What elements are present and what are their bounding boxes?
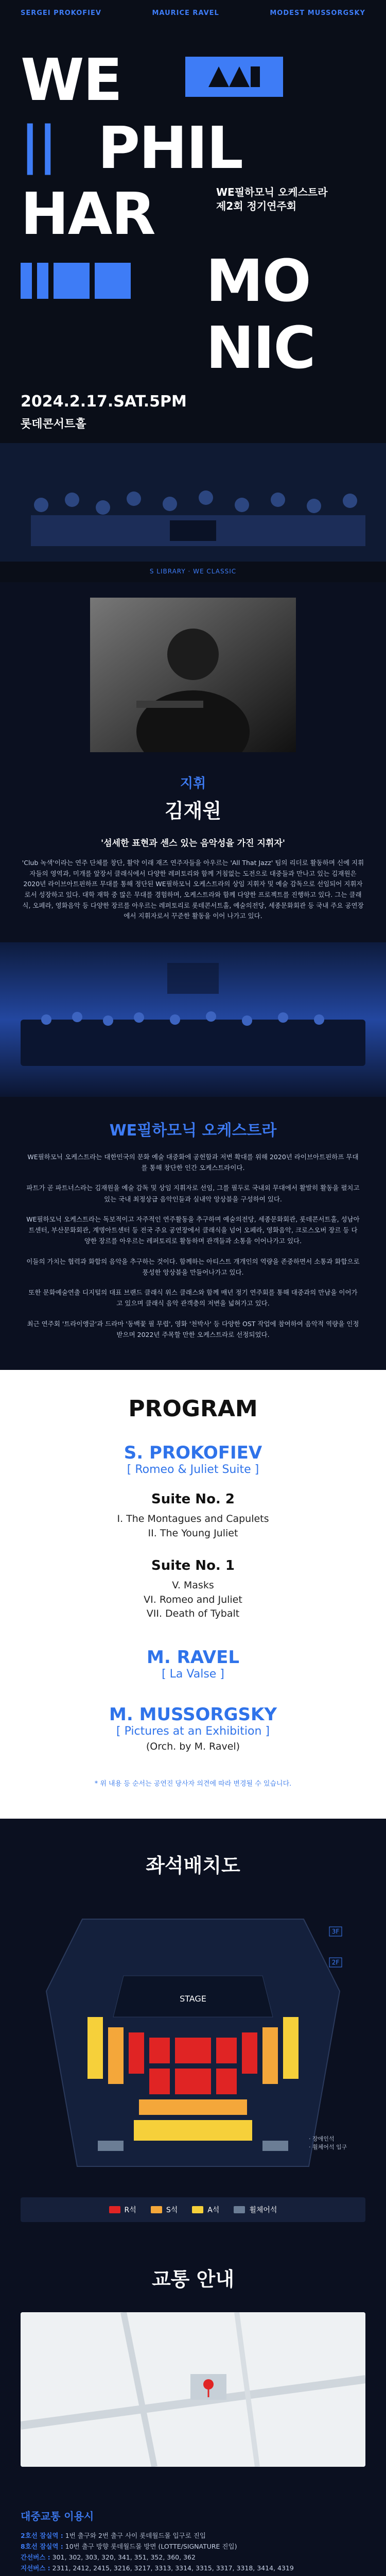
conductor-section: [0, 582, 386, 942]
composer-prokofiev: SERGEI PROKOFIEV: [21, 9, 101, 17]
svg-text:· 장애인석: · 장애인석: [309, 2135, 335, 2142]
orchestra-paragraph-5: 또한 문화예술연출 디지털의 대표 브랜드 클래식 위스 클래스와 함께 매년 정기 연주회를 통해 대중과의 만남을 이어가고 있으며 클래식 음악 관객층의 저변을 넓혀가고 있다.: [28, 1289, 358, 1308]
orchestra-silhouette-icon: [0, 443, 386, 562]
orchestra-paragraph-6: 최근 연주회 '트라이앵글'과 드라마 '동백꽃 필 무렵', 영화 '천박사' 등 다양한 OST 작업에 참여하여 음악적 역량을 인정받으며 2022년 주목할 만한 오케스트라로 선정되었다.: [27, 1319, 359, 1338]
orchestra-paragraph-2: 파트가 곧 파트너스라는 김재원을 예술 감독 및 상임 지휘자로 선임, 그를 필두로 국내외 무대에서 활발히 활동을 펼치고 있는 국내 최정상급 음악인들과 실내악 앙상블을 구성하여 있다.: [26, 1184, 360, 1203]
location-map[interactable]: [21, 2312, 365, 2467]
composer-list: [0, 0, 386, 17]
poster-subtitle: [216, 185, 328, 213]
seat-map-icon: [21, 1899, 365, 2187]
program-work-pictures: [ Pictures at an Exhibition ]: [116, 1724, 270, 1738]
composer-mussorgsky: MODEST MUSSORGSKY: [270, 9, 365, 17]
legend-wheelchair: 휠체어석: [234, 2205, 277, 2215]
transport-info-title: 대중교통 이용시: [21, 2510, 94, 2522]
svg-text:3F: 3F: [331, 1927, 340, 1935]
movement: V. Masks: [172, 1580, 214, 1591]
bus-branch: 지선버스 : 2311, 2412, 2415, 3216, 3217, 3313, 3314, 3315, 3317, 3318, 3414, 4319: [21, 2564, 294, 2572]
orchestration-note: (Orch. by M. Ravel): [146, 1740, 240, 1752]
transport-title: 교통 안내: [151, 2267, 235, 2291]
subtitle-line-1: WE필하모닉 오케스트라: [216, 186, 328, 198]
stage-label: STAGE: [180, 1993, 206, 2004]
poster-word-nic: NIC: [206, 315, 315, 382]
orchestra-paragraph-4: 이들의 가치는 협력과 화합의 음악을 추구하는 것이다. 함께하는 아티스트 개개인의 역량을 존중하면서 소통과 화합으로 풍성한 앙상블을 만들어나가고 있다.: [26, 1257, 360, 1276]
bus-wide: [21, 2574, 365, 2576]
bar-glyph-icon: [21, 258, 149, 304]
transport-info: [0, 2493, 386, 2576]
transport-section: [0, 2243, 386, 2493]
legend-r: R석: [109, 2205, 136, 2215]
poster-word-we: WE: [21, 47, 122, 114]
poster-word-mo: MO: [206, 248, 310, 315]
suite-no-1: Suite No. 1: [151, 1558, 235, 1574]
movement: I. The Montagues and Capulets: [117, 1513, 269, 1524]
program-section: [0, 1370, 386, 1819]
movement: VI. Romeo and Juliet: [144, 1594, 242, 1605]
svg-text:2F: 2F: [331, 1958, 340, 1966]
orchestra-title: WE필하모닉 오케스트라: [109, 1121, 277, 1140]
conductor-name: 김재원: [164, 800, 222, 822]
orchestra-section: [0, 1097, 386, 1370]
poster-section: [0, 0, 386, 582]
subway-8-line: 8호선 잠실역 : 10번 출구 방향 롯데월드몰 방면 (LOTTE/SIGNATURE 진입): [21, 2542, 237, 2550]
movement: II. The Young Juliet: [148, 1527, 238, 1539]
orchestra-paragraph-3: WE필하모닉 오케스트라는 독보적이고 자주적인 연주활동을 추구하며 예술의전당, 세종문화회관, 롯데콘서트홀, 성남아트센터, 부산문화회관, 계명아트센터 등 전국 주요 공연장에서 클래식을 넘어 오페라, 영화음악, 크로스오버 장르 등 다양한 장르를 아우르는 레퍼토리로 활동하며 관객들과 소통을 이어나가고 있다.: [26, 1215, 360, 1245]
subtitle-line-2: 제2회 정기연주회: [216, 200, 297, 212]
seat-legend: [21, 2197, 365, 2222]
concert-venue: 롯데콘서트홀: [21, 418, 86, 431]
conductor-role: 지휘: [180, 776, 206, 791]
concert-date: 2024.2.17.SAT.5PM: [21, 393, 187, 411]
poster-credit: S LIBRARY · WE CLASSIC: [149, 568, 237, 575]
we-logo-icon: [185, 57, 283, 97]
orchestra-photo: [0, 443, 386, 562]
program-work-la-valse: [ La Valse ]: [162, 1667, 224, 1681]
program-composer-prokofiev: S. PROKOFIEV: [124, 1443, 262, 1463]
movement: VII. Death of Tybalt: [146, 1608, 240, 1620]
seating-section: [0, 1819, 386, 2243]
orchestra-stage-icon: [0, 942, 386, 1097]
poster-word-har: HAR: [21, 181, 155, 248]
legend-s: S석: [151, 2205, 178, 2215]
orchestra-banner: [0, 942, 386, 1097]
composer-ravel: MAURICE RAVEL: [152, 9, 219, 17]
seating-title: 좌석배치도: [146, 1854, 240, 1877]
program-work-romeo: [ Romeo & Juliet Suite ]: [127, 1463, 259, 1476]
program-composer-mussorgsky: M. MUSSORGSKY: [109, 1704, 277, 1725]
program-note: * 위 내용 등 순서는 공연진 당사자 의견에 따라 변경될 수 있습니다.: [94, 1780, 292, 1788]
conductor-quote: '섬세한 표현과 센스 있는 음악성을 가진 지휘자': [101, 838, 285, 849]
svg-text:· 휠체어석 입구: · 휠체어석 입구: [309, 2143, 347, 2150]
seat-map: [21, 1899, 365, 2187]
conductor-photo-icon: [90, 598, 296, 752]
program-composer-ravel: M. RAVEL: [147, 1647, 239, 1668]
poster-word-phil: PHIL: [98, 115, 242, 182]
suite-no-2: Suite No. 2: [151, 1492, 235, 1507]
poster-glyph-ii: ||: [21, 115, 57, 175]
bus-trunk: 간선버스 : 301, 302, 303, 320, 341, 351, 352, 360, 362: [21, 2553, 196, 2562]
conductor-bio: 'Club 녹색'이라는 연주 단체를 창단, 활약 이래 재즈 연주자들을 아우르는 'All That Jazz' 팀의 리더로 활동하며 신예 지휘자들의 영역과, 미개를 앞장서 클래식에서 다양한 레퍼토리와 함께 거침없는 도전으로 대중들과 만나고 있는 김재원은 2020년 라이브아트핀하프 무대를 통해 정단된 WE필하모닉 오케스트라의 상임 지휘자 및 예술 감독으로 선임되어 지휘자로서 성장하고 있다. 대학 재학 중 많은 무대를 경험하며, 오케스트라와 함께 다양한 프로젝트를 진행하고 있다. 그는 클래식, 오페라, 영화음악 등 다양한 장르를 아우르는 레퍼토리로 롯데콘서트홀, 예술의전당, 세종문화회관 등 국내 주요 공연장에서 지휘자로서 꾸준한 활동을 이어 나가고 있다.: [22, 859, 364, 920]
legend-a: A석: [192, 2205, 219, 2215]
orchestra-paragraph-1: WE필하모닉 오케스트라는 대한민국의 문화 예술 대중화에 공헌함과 저변 확대를 위해 2020년 라이브아트핀하프 무대를 통해 창단한 인간 오케스트라이다.: [27, 1153, 359, 1172]
conductor-portrait: [90, 598, 296, 752]
map-icon: [21, 2312, 365, 2467]
subway-2-line: 2호선 잠실역 : 1번 출구와 2번 출구 사이 롯데월드몰 입구로 진입: [21, 2531, 206, 2539]
program-title: PROGRAM: [128, 1396, 258, 1422]
